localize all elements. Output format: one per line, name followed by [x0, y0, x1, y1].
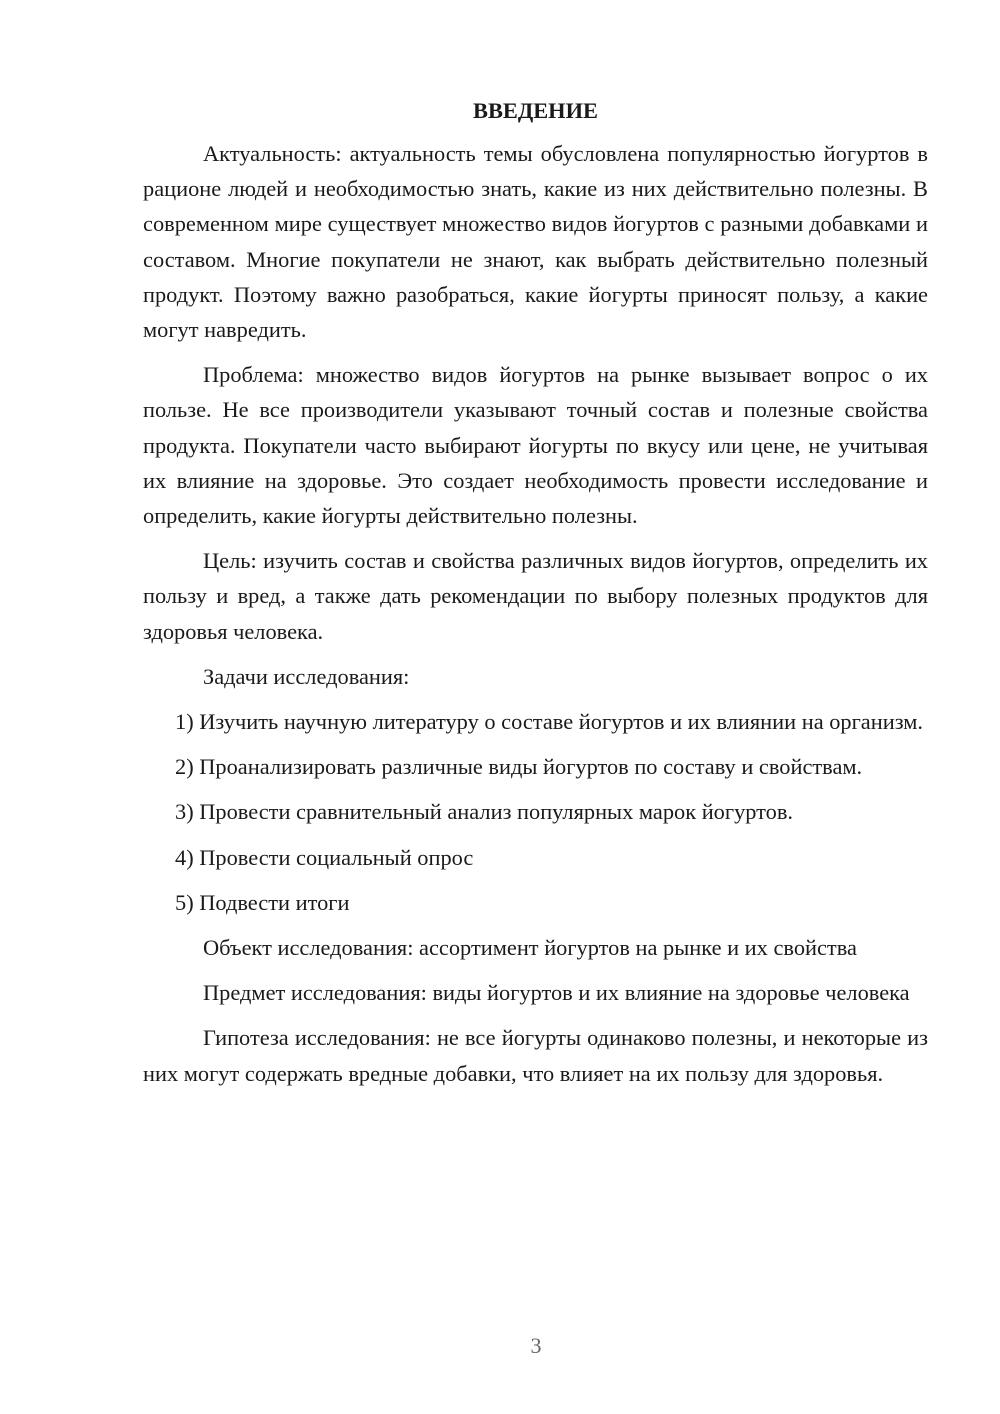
task-item-2: 2) Проанализировать различные виды йогуртов по составу и свойствам.	[175, 754, 863, 780]
task-item-4: 4) Провести социальный опрос	[175, 844, 474, 870]
paragraph-hypothesis: Гипотеза исследования: не все йогурты одинаково полезны, и некоторые из них могут содержать вредные добавки, что влияет на их пользу для здоровья.	[143, 1025, 928, 1086]
paragraph-goal: Цель: изучить состав и свойства различных видов йогуртов, определить их пользу и вред, а также дать рекомендации по выбору полезных продуктов для здоровья человека.	[143, 548, 928, 644]
paragraph-subject: Предмет исследования: виды йогуртов и их влияние на здоровье человека	[203, 980, 910, 1006]
paragraph-problem: Проблема: множество видов йогуртов на рынке вызывает вопрос о их пользе. Не все производители указывают точный состав и полезные свойства продукта. Покупатели часто выбирают йогурты по вкусу или цене, не учитывая их влияние на здоровье. Это создает необходимость провести исследование и определить, какие йогурты действительно полезны.	[143, 362, 928, 529]
task-item-3: 3) Провести сравнительный анализ популярных марок йогуртов.	[175, 799, 794, 825]
paragraph-relevance: Актуальность: актуальность темы обусловлена популярностью йогуртов в рационе людей и необходимостью знать, какие из них действительно полезны. В современном мире существует множество видов йогуртов с разными добавками и составом. Многие покупатели не знают, как выбрать действительно полезный продукт. Поэтому важно разобраться, какие йогурты приносят пользу, а какие могут навредить.	[143, 141, 928, 343]
paragraph-tasks-heading: Задачи исследования:	[203, 663, 410, 689]
page-content	[143, 96, 928, 1101]
page-number: 3	[530, 1333, 542, 1358]
section-title: ВВЕДЕНИЕ	[473, 98, 598, 123]
task-item-5: 5) Подвести итоги	[175, 889, 350, 915]
task-item-1: 1) Изучить научную литературу о составе йогуртов и их влиянии на организм.	[175, 709, 924, 735]
paragraph-object: Объект исследования: ассортимент йогуртов на рынке и их свойства	[203, 935, 857, 961]
